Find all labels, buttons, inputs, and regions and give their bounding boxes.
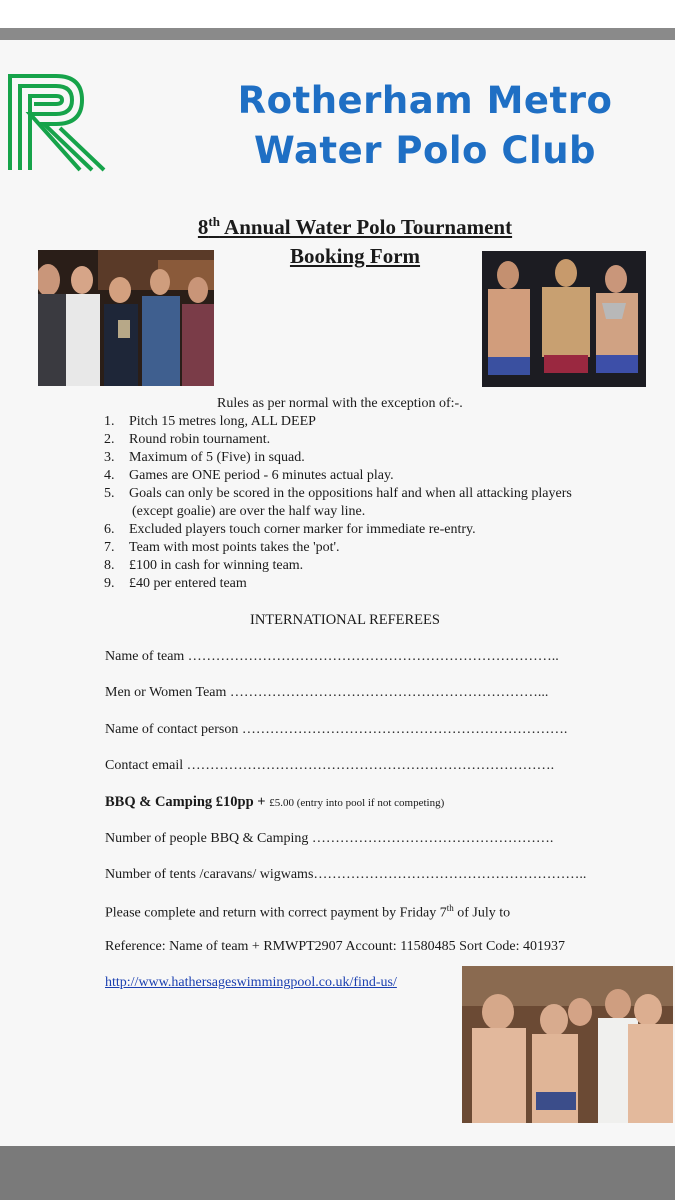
club-logo xyxy=(4,72,108,172)
contact-email-label: Contact email xyxy=(105,758,184,773)
bbq-people-field[interactable] xyxy=(105,831,553,847)
team-type-field[interactable] xyxy=(105,685,548,701)
rule-item: 9. £40 per entered team xyxy=(104,576,247,591)
rule-item: 4. Games are ONE period - 6 minutes actual play. xyxy=(104,468,394,483)
rule-item: 3. Maximum of 5 (Five) in squad. xyxy=(104,450,305,465)
venue-link[interactable]: http://www.hathersageswimmingpool.co.uk/find-us/ xyxy=(105,975,397,990)
rule-item: 2. Round robin tournament. xyxy=(104,432,271,447)
payment-note: Please complete and return with correct payment by Friday 7th of July to xyxy=(105,903,511,921)
rules-list xyxy=(104,413,644,593)
club-name-line2: Water Polo Club xyxy=(253,129,597,172)
club-name xyxy=(180,76,670,176)
rule-item: 6. Excluded players touch corner marker for immediate re-entry. xyxy=(104,522,476,537)
contact-person-dots[interactable]: ……………………………………………………………. xyxy=(241,722,568,737)
title-ordinal: 8 xyxy=(197,215,209,239)
bbq-camping-line xyxy=(105,794,444,811)
rule-item: 7. Team with most points takes the 'pot'. xyxy=(104,540,340,555)
bottom-bar xyxy=(0,1146,675,1200)
contact-person-field[interactable] xyxy=(105,722,567,738)
referees-heading: INTERNATIONAL REFEREES xyxy=(250,612,440,628)
team-name-label: Name of team xyxy=(105,649,185,664)
rule-item: 5. Goals can only be scored in the oppositions half and when all attacking players (except goalie) are over the half way line. xyxy=(104,486,572,519)
tents-label: Number of tents /caravans/ wigwams xyxy=(105,867,314,882)
bbq-people-dots[interactable]: ……………………………………………. xyxy=(311,831,554,846)
payment-reference: Reference: Name of team + RMWPT2907 Account: 11580485 Sort Code: 401937 xyxy=(105,939,565,954)
tents-field[interactable] xyxy=(105,867,586,883)
bbq-people-label: Number of people BBQ & Camping xyxy=(105,831,309,846)
bbq-extra: £5.00 (entry into pool if not competing) xyxy=(269,797,445,809)
contact-email-field[interactable] xyxy=(105,758,554,774)
team-photo-left xyxy=(38,250,214,386)
title-rest: Annual Water Polo Tournament xyxy=(219,215,513,239)
booking-form-title: Booking Form xyxy=(289,244,421,268)
tournament-title xyxy=(180,214,530,240)
tents-dots[interactable]: ………………………………………………….. xyxy=(313,867,587,882)
rule-item: 1. Pitch 15 metres long, ALL DEEP xyxy=(104,414,316,429)
team-type-label: Men or Women Team xyxy=(105,685,227,700)
contact-email-dots[interactable]: ……………………………………………………………………. xyxy=(186,758,555,773)
bbq-label: BBQ & Camping £10pp + xyxy=(105,794,270,810)
players-trophy-photo xyxy=(482,251,646,387)
team-type-dots[interactable]: …………………………………………………………... xyxy=(229,685,549,700)
team-name-dots[interactable]: …………………………………………………………………….. xyxy=(187,649,559,664)
club-name-line1: Rotherham Metro xyxy=(237,79,613,122)
contact-person-label: Name of contact person xyxy=(105,722,239,737)
title-ordinal-suffix: th xyxy=(208,214,220,229)
rules-intro: Rules as per normal with the exception of:-. xyxy=(217,396,463,411)
top-bar xyxy=(0,0,675,28)
top-divider xyxy=(0,28,675,40)
team-name-field[interactable] xyxy=(105,649,559,665)
group-photo xyxy=(462,966,673,1123)
rule-item: 8. £100 in cash for winning team. xyxy=(104,558,304,573)
